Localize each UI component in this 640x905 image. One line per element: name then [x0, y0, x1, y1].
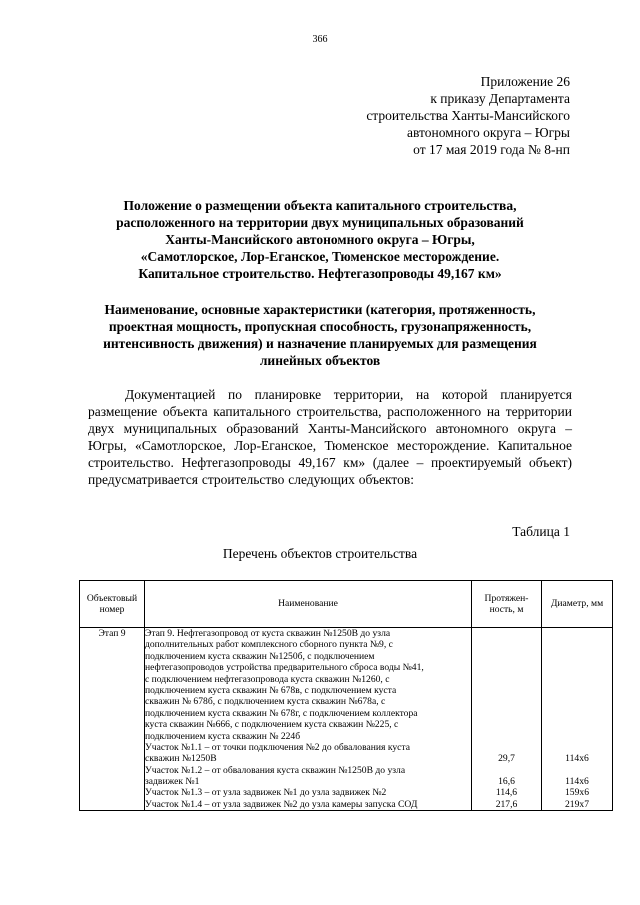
length-line — [472, 742, 541, 753]
section-heading-line: интенсивность движения) и назначение планируемых для размещения — [103, 336, 537, 351]
length-line — [472, 639, 541, 650]
header-name: Наименование — [145, 581, 472, 628]
name-line: подключением куста скважин № 678г, с подключением коллектора — [145, 707, 418, 719]
diameter-line: 114х6 — [565, 753, 589, 765]
diameter-line — [542, 731, 612, 742]
name-line: задвижек №1 — [145, 776, 200, 788]
length-line — [472, 719, 541, 730]
diameter-line: 219х7 — [565, 798, 589, 810]
length-line — [472, 662, 541, 673]
length-line: 114,6 — [495, 787, 518, 799]
table-label: Таблица 1 — [512, 524, 570, 539]
appendix-line: автономного округа – Югры — [407, 125, 570, 140]
length-line — [472, 731, 541, 742]
name-line: с подключением нефтегазопровода куста скважин №1260, с — [145, 673, 390, 685]
length-line — [472, 651, 541, 662]
table-caption: Перечень объектов строительства — [222, 546, 418, 561]
stage-cell: Этап 9 — [80, 628, 145, 811]
appendix-line: к приказу Департамента — [430, 91, 570, 106]
section-heading-line: Наименование, основные характеристики (категория, протяженность, — [104, 302, 536, 317]
diameter-line — [542, 685, 612, 696]
length-line — [472, 628, 541, 639]
diameter-line — [542, 662, 612, 673]
name-line: дополнительных работ комплексного сборного пункта №9, с — [145, 639, 393, 651]
length-line: 29,7 — [498, 753, 515, 765]
name-cell — [145, 628, 472, 811]
name-line: скважин №1250В — [145, 753, 217, 765]
title-line: Положение о размещении объекта капитального строительства, — [123, 198, 517, 213]
section-heading — [70, 301, 570, 369]
appendix-line: Приложение 26 — [480, 74, 570, 89]
diameter-line — [542, 765, 612, 776]
name-line: подключением куста скважин № 678в, с подключением куста — [145, 684, 397, 696]
name-line: Участок №1.1 – от точки подключения №2 до обвалования куста — [145, 741, 410, 753]
section-heading-line: линейных объектов — [259, 353, 381, 368]
name-line: Этап 9. Нефтегазопровод от куста скважин №1250В до узла — [145, 628, 391, 639]
table-row — [80, 628, 613, 811]
diameter-line — [542, 742, 612, 753]
length-line — [472, 674, 541, 685]
appendix-line: от 17 мая 2019 года № 8-нп — [413, 142, 570, 157]
table-header-row — [80, 581, 613, 628]
name-line: Участок №1.3 – от узла задвижек №1 до узла задвижек №2 — [145, 787, 387, 799]
name-line: Участок №1.4 – от узла задвижек №2 до узла камеры запуска СОД — [145, 798, 418, 810]
name-line: нефтегазопроводов устройства предварительного сброса воды №41, — [145, 662, 424, 674]
section-heading-line: проектная мощность, пропускная способность, грузонапряженность, — [108, 319, 532, 334]
name-line: куста скважин №666, с подключением куста скважин №225, с — [145, 719, 399, 731]
length-cell — [472, 628, 542, 811]
length-line: 16,6 — [498, 776, 515, 788]
header-diameter: Диаметр, мм — [542, 581, 613, 628]
body-paragraph: Документацией по планировке территории, на которой планируется размещение объекта капитального строительства, расположенного на территории двух муниципальных образований Ханты-Мансийского автономного округа – Югры, «Самотлорское, Лор-Еганское, Тюменское месторождение. Капитальное строительство. Нефтегазопроводы 49,167 км» (далее – проектируемый объект) предусматривается строительство следующих объектов: — [88, 387, 572, 488]
title-line: Ханты-Мансийского автономного округа – Югры, — [165, 232, 475, 247]
diameter-line — [542, 708, 612, 719]
objects-table — [79, 580, 613, 811]
diameter-line: 114х6 — [565, 776, 589, 788]
diameter-line — [542, 639, 612, 650]
length-line: 217,6 — [495, 798, 518, 810]
header-object-number: Объектовый номер — [80, 581, 145, 628]
name-line: подключением куста скважин №1250б, с подключением — [145, 650, 375, 662]
appendix-line: строительства Ханты-Мансийского — [366, 108, 570, 123]
page-number: 366 — [312, 34, 328, 45]
length-line — [472, 765, 541, 776]
name-line: подключением куста скважин № 224б — [145, 730, 301, 742]
document-title — [70, 197, 570, 282]
diameter-line — [542, 696, 612, 707]
title-line: «Самотлорское, Лор-Еганское, Тюменское месторождение. — [140, 249, 500, 264]
name-line: скважин № 678б, с подключением куста скважин №678а, с — [145, 696, 386, 708]
title-line: расположенного на территории двух муниципальных образований — [116, 215, 524, 230]
diameter-line — [542, 674, 612, 685]
name-line: Участок №1.2 – от обвалования куста скважин №1250В до узла — [145, 764, 406, 776]
diameter-line — [542, 628, 612, 639]
length-line — [472, 685, 541, 696]
diameter-line — [542, 719, 612, 730]
appendix-block — [240, 73, 570, 158]
title-line: Капитальное строительство. Нефтегазопроводы 49,167 км» — [138, 266, 502, 281]
diameter-line — [542, 651, 612, 662]
length-line — [472, 696, 541, 707]
diameter-line: 159х6 — [565, 787, 589, 799]
diameter-cell — [542, 628, 613, 811]
length-line — [472, 708, 541, 719]
header-length: Протяжен-ность, м — [472, 581, 542, 628]
